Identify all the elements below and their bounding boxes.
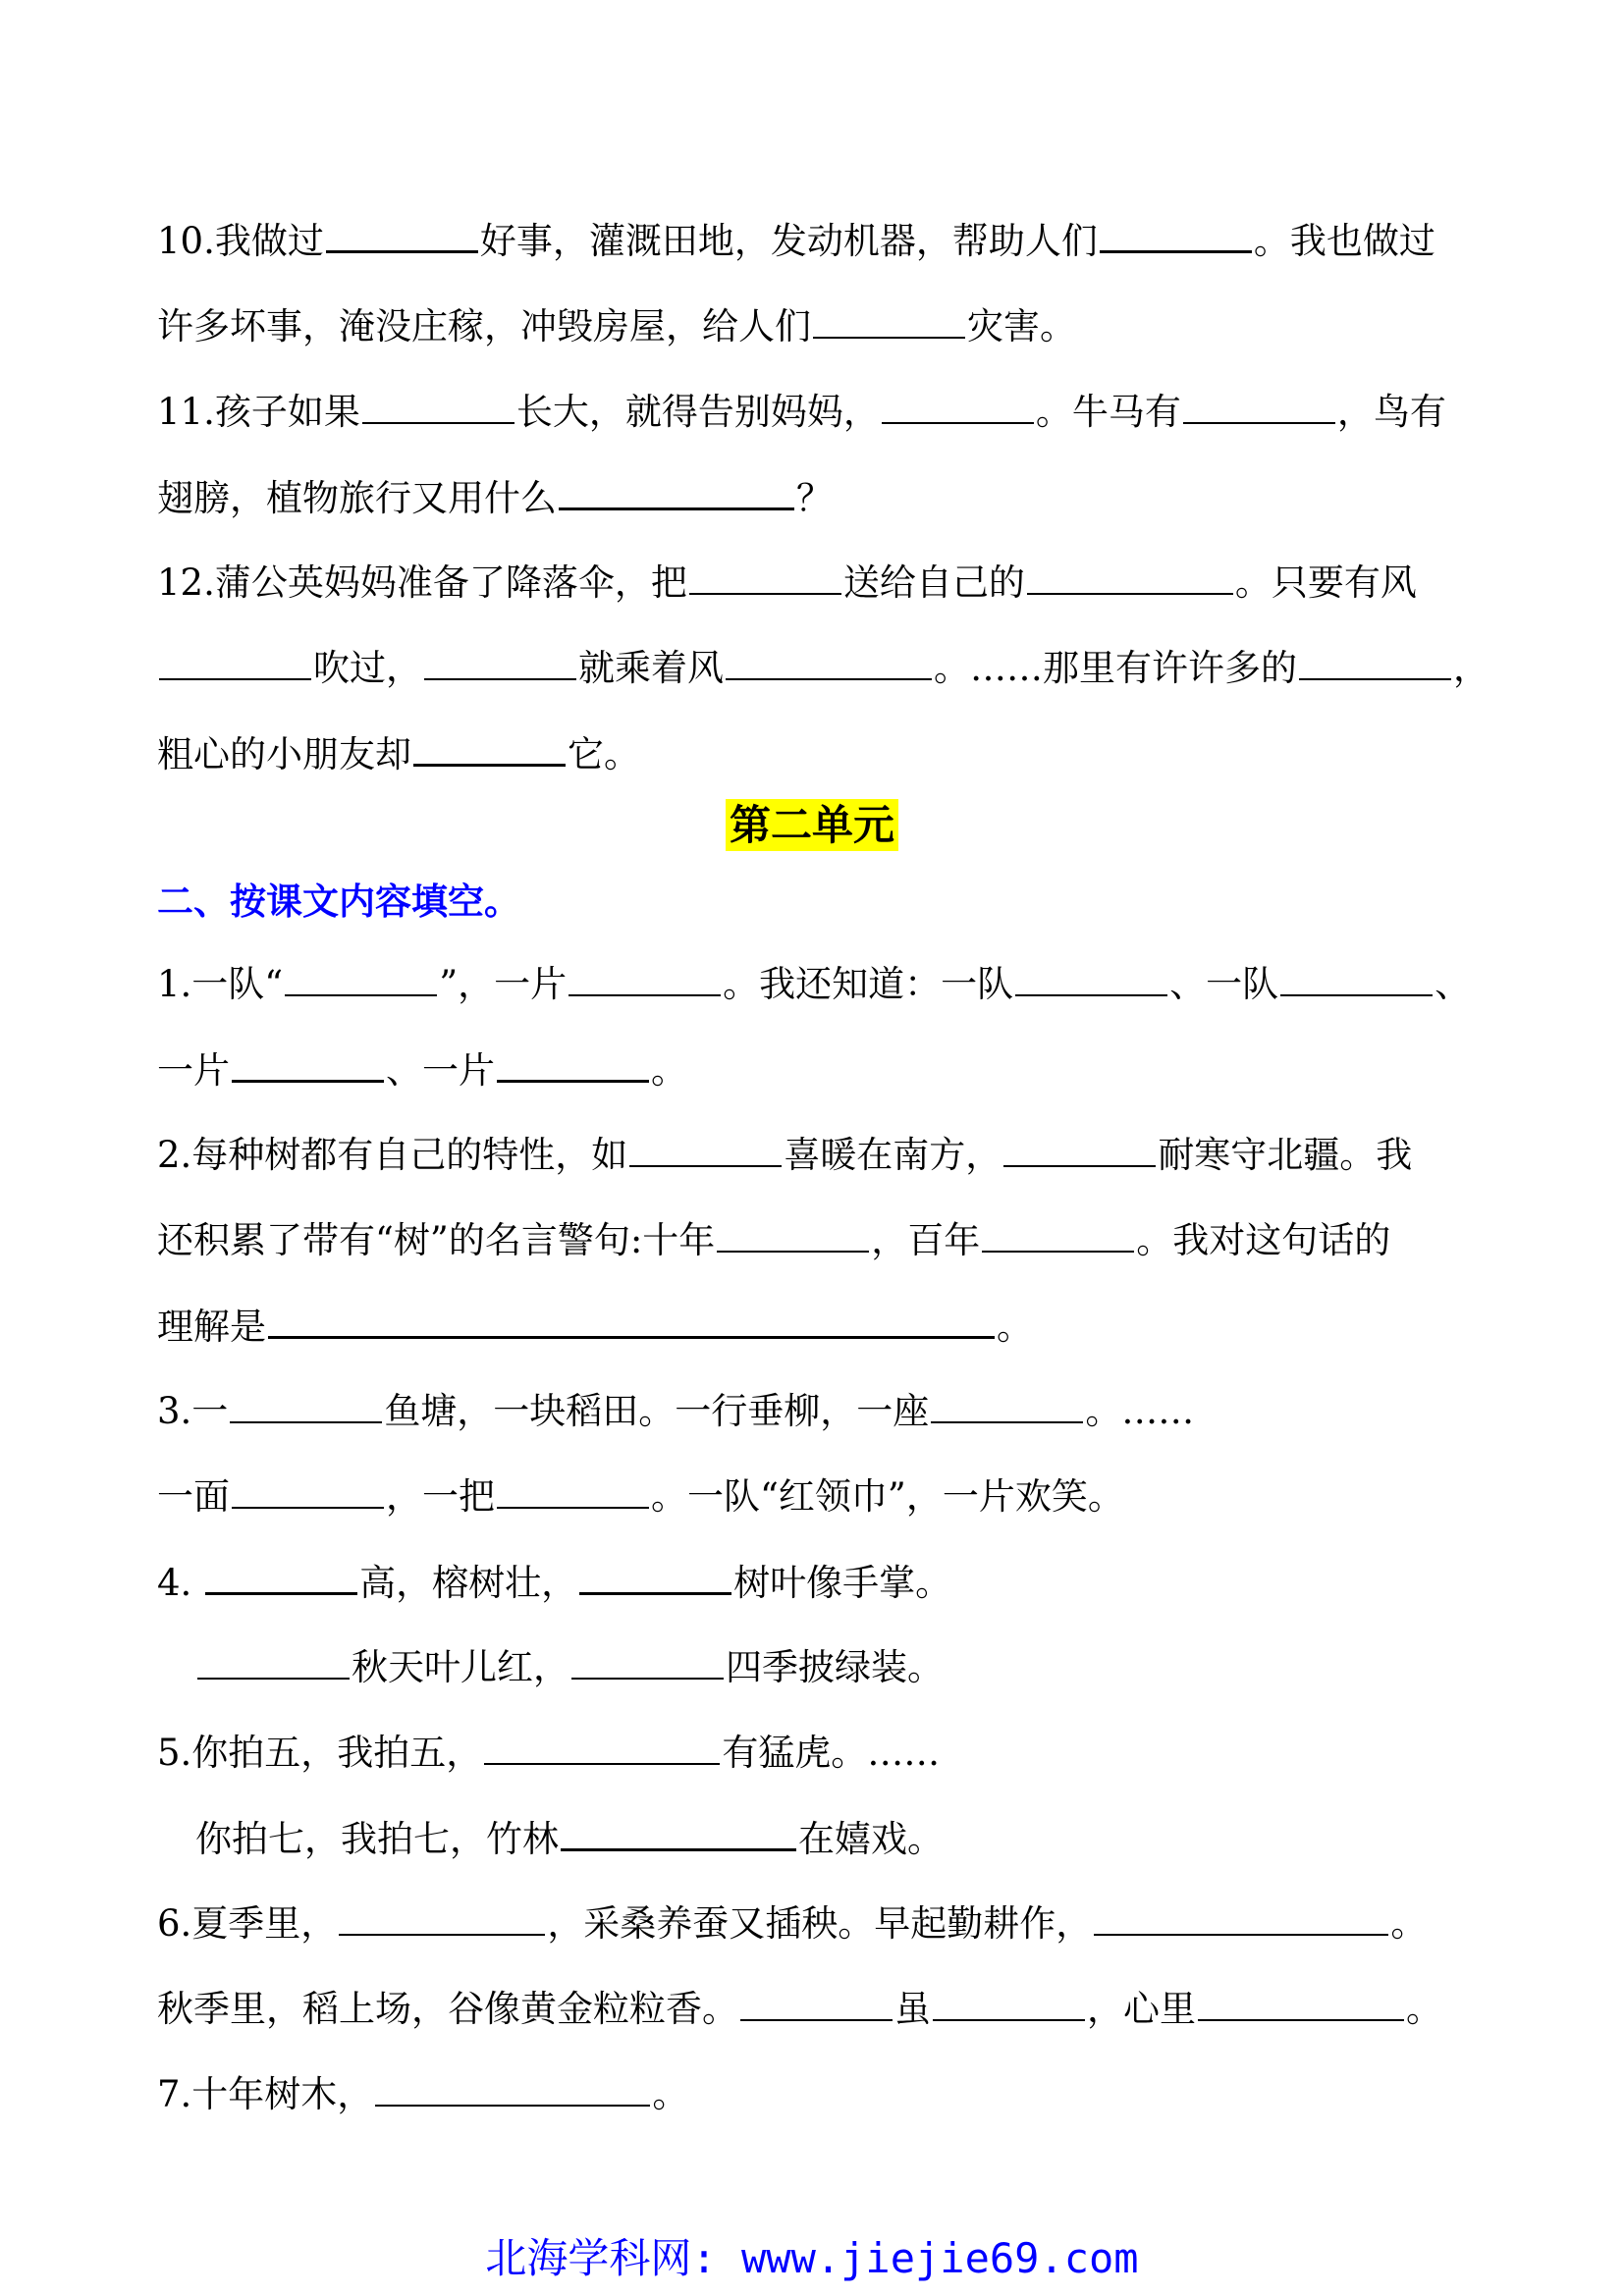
question-text: 鱼塘，一块稻田。一行垂柳，一座: [384, 1390, 930, 1432]
question-text: 一片: [157, 1049, 230, 1092]
question-line-q12-2: [157, 646, 1489, 689]
fill-in-blank[interactable]: [159, 646, 311, 680]
fill-in-blank[interactable]: [882, 390, 1034, 424]
question-text: 、: [1435, 963, 1472, 1005]
fill-in-blank[interactable]: [1100, 218, 1252, 253]
question-text: 7.十年树木，: [157, 2073, 374, 2115]
question-text: 你拍七，我拍七，竹林: [195, 1818, 559, 1860]
question-text: 还积累了带有“树”的名言警句:十年: [157, 1219, 716, 1261]
question-text: 12.蒲公英妈妈准备了降落伞，把: [157, 561, 687, 604]
question-line-u2-2-2: [157, 1218, 1391, 1261]
unit-title: [0, 793, 1624, 852]
question-line-q10-2: [157, 304, 1076, 345]
question-line-u2-6-1: [157, 1901, 1428, 1945]
fill-in-blank[interactable]: [497, 1474, 649, 1509]
fill-in-blank[interactable]: [933, 1987, 1085, 2021]
fill-in-blank[interactable]: [285, 962, 437, 996]
question-text: 、一队: [1169, 963, 1279, 1005]
unit-title-text: 第二单元: [726, 799, 898, 851]
fill-in-blank[interactable]: [197, 1645, 350, 1680]
question-line-u2-4-2: [195, 1645, 944, 1688]
question-line-u2-2-3: [157, 1304, 1033, 1348]
section-heading: 二、按课文内容填空。: [157, 881, 520, 923]
question-text: 秋季里，稻上场，谷像黄金粒粒香。: [157, 1988, 738, 2030]
question-line-u2-7-1: [157, 2072, 689, 2115]
question-line-u2-3-1: [157, 1389, 1195, 1432]
question-text: 长大，就得告别妈妈，: [515, 391, 880, 433]
question-text: 高，榕树壮，: [359, 1562, 578, 1604]
question-text: 6.夏季里，: [157, 1902, 338, 1945]
fill-in-blank[interactable]: [232, 1474, 384, 1509]
question-text: 3.一: [157, 1390, 229, 1432]
question-text: 在嬉戏。: [798, 1818, 944, 1860]
question-text: 。……: [1085, 1390, 1195, 1432]
question-text: ，鸟有: [1336, 391, 1446, 433]
question-line-u2-5-1: [157, 1731, 941, 1774]
fill-in-blank[interactable]: [1198, 1987, 1404, 2021]
question-text: 2.每种树都有自己的特性，如: [157, 1134, 628, 1176]
fill-in-blank[interactable]: [375, 2072, 650, 2107]
question-text: 1.一队“: [157, 963, 284, 1005]
question-text: 耐寒守北疆。我: [1158, 1134, 1413, 1176]
question-text: 四季披绿装。: [726, 1646, 944, 1688]
fill-in-blank[interactable]: [413, 731, 566, 767]
question-text: 。: [997, 1306, 1033, 1348]
question-line-q12-1: [157, 561, 1417, 604]
question-text: 。牛马有: [1035, 391, 1181, 433]
fill-in-blank[interactable]: [326, 218, 478, 253]
question-text: 它。: [568, 733, 640, 775]
fill-in-blank[interactable]: [232, 1047, 384, 1083]
fill-in-blank[interactable]: [1094, 1901, 1388, 1936]
question-text: ，采桑养蚕又插秧。早起勤耕作，: [547, 1902, 1093, 1945]
fill-in-blank[interactable]: [424, 646, 576, 680]
fill-in-blank[interactable]: [497, 1047, 649, 1083]
question-text: 喜暖在南方，: [784, 1134, 1002, 1176]
fill-in-blank[interactable]: [726, 646, 932, 680]
question-line-u2-1-1: [157, 962, 1472, 1005]
fill-in-blank[interactable]: [561, 1816, 796, 1851]
fill-in-blank[interactable]: [1015, 962, 1167, 996]
question-text: 。: [651, 1049, 687, 1092]
question-text: 。一队“红领巾”，一片欢笑。: [651, 1475, 1124, 1518]
fill-in-blank[interactable]: [568, 962, 721, 996]
question-line-u2-3-2: [157, 1474, 1124, 1518]
question-text: ，: [1453, 647, 1489, 689]
question-text: ？: [796, 477, 833, 519]
fill-in-blank[interactable]: [1183, 390, 1335, 424]
question-text: 送给自己的: [842, 561, 1025, 604]
question-line-q11-1: [157, 390, 1446, 433]
question-text: ，百年: [871, 1219, 981, 1261]
fill-in-blank[interactable]: [268, 1304, 995, 1339]
fill-in-blank[interactable]: [205, 1560, 357, 1595]
question-line-u2-2-1: [157, 1133, 1413, 1176]
fill-in-blank[interactable]: [1003, 1133, 1156, 1167]
question-line-u2-1-2: [157, 1047, 687, 1092]
fill-in-blank[interactable]: [484, 1731, 720, 1765]
question-text: 、一片: [386, 1049, 495, 1092]
fill-in-blank[interactable]: [982, 1218, 1134, 1253]
question-text: 。我对这句话的: [1136, 1219, 1391, 1261]
question-text: 好事，灌溉田地，发动机器，帮助人们: [479, 220, 1098, 262]
question-text: 许多坏事，淹没庄稼，冲毁房屋，给人们: [157, 305, 811, 347]
question-text: ”，一片: [439, 963, 568, 1005]
fill-in-blank[interactable]: [339, 1901, 545, 1936]
question-line-q10-1: [157, 218, 1435, 262]
fill-in-blank[interactable]: [813, 304, 965, 339]
fill-in-blank[interactable]: [362, 390, 514, 424]
fill-in-blank[interactable]: [1280, 962, 1433, 996]
fill-in-blank[interactable]: [689, 561, 841, 595]
fill-in-blank[interactable]: [931, 1389, 1083, 1423]
fill-in-blank[interactable]: [579, 1560, 731, 1595]
question-text: 。: [1406, 1988, 1442, 2030]
question-text: 吹过，: [313, 647, 422, 689]
fill-in-blank[interactable]: [1299, 646, 1451, 680]
fill-in-blank[interactable]: [740, 1987, 893, 2021]
question-text: 4.: [157, 1562, 204, 1604]
question-line-u2-6-2: [157, 1987, 1442, 2030]
question-text: ，一把: [386, 1475, 495, 1518]
fill-in-blank[interactable]: [230, 1389, 382, 1423]
question-line-u2-4-1: [157, 1560, 952, 1604]
question-text: 。: [652, 2073, 689, 2115]
question-text: 。我也做过: [1253, 220, 1435, 262]
question-text: 就乘着风: [578, 647, 724, 689]
question-text: 一面: [157, 1475, 230, 1518]
question-line-q12-3: [157, 731, 640, 773]
fill-in-blank[interactable]: [571, 1645, 724, 1680]
fill-in-blank[interactable]: [559, 475, 794, 510]
fill-in-blank[interactable]: [717, 1218, 869, 1253]
question-text: 。只要有风: [1234, 561, 1417, 604]
question-text: ，心里: [1087, 1988, 1196, 2030]
question-text: 树叶像手掌。: [733, 1562, 952, 1604]
question-text: 10.我做过: [157, 220, 324, 262]
question-text: 5.你拍五，我拍五，: [157, 1732, 483, 1774]
question-text: 。: [1390, 1902, 1428, 1945]
question-text: 秋天叶儿红，: [352, 1646, 569, 1688]
question-text: 。我还知道：一队: [723, 963, 1014, 1005]
question-text: 虽: [894, 1988, 931, 2030]
question-line-q11-2: [157, 475, 833, 519]
fill-in-blank[interactable]: [1027, 561, 1233, 595]
question-text: 粗心的小朋友却: [157, 733, 411, 775]
question-text: 11.孩子如果: [157, 391, 360, 433]
question-text: 灾害。: [967, 305, 1076, 347]
footer-watermark: 北海学科网: www.jiejie69.com: [485, 2234, 1139, 2282]
question-line-u2-5-2: [195, 1816, 944, 1860]
question-text: 理解是: [157, 1306, 266, 1348]
question-text: 有猛虎。……: [722, 1732, 941, 1774]
question-text: 。……那里有许许多的: [934, 647, 1297, 689]
question-text: 翅膀，植物旅行又用什么: [157, 477, 557, 519]
fill-in-blank[interactable]: [629, 1133, 782, 1167]
